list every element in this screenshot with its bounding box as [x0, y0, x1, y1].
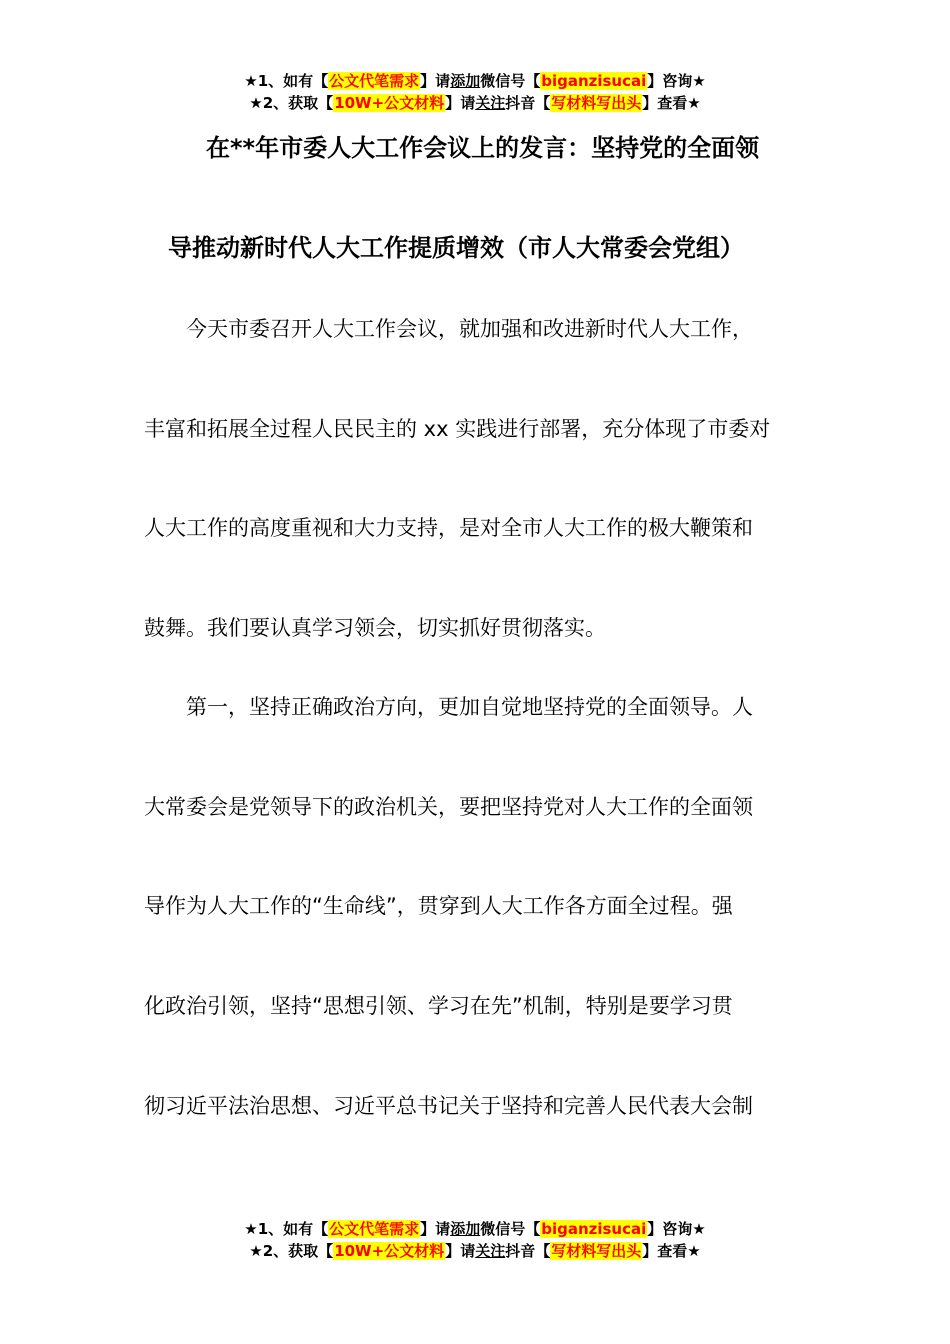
body-line: 丰富和拓展全过程人民民主的 xx 实践进行部署，充分体现了市委对	[144, 417, 771, 441]
footer-highlight-materials: 10W+公文材料	[334, 1242, 445, 1260]
document-title-line-2: 导推动新时代人大工作提质增效（市人大常委会党组）	[168, 234, 744, 262]
body-line: 今天市委召开人大工作会议，就加强和改进新时代人大工作，	[144, 317, 753, 341]
body-line: 彻习近平法治思想、习近平总书记关于坚持和完善人民代表大会制	[144, 1094, 753, 1118]
header-promo	[0, 70, 950, 114]
header-highlight-wechat-id: biganzisucai	[541, 72, 647, 90]
header-promo-line-2: ★2、获取【10W+公文材料】请关注抖音【写材料写出头】查看★	[249, 94, 701, 112]
footer-promo-line-2: ★2、获取【10W+公文材料】请关注抖音【写材料写出头】查看★	[249, 1242, 701, 1260]
footer-promo-line-1: ★1、如有【公文代笔需求】请添加微信号【biganzisucai】咨询★	[244, 1220, 706, 1238]
header-highlight-douyin: 写材料写出头	[551, 94, 642, 112]
body-line: 第一，坚持正确政治方向，更加自觉地坚持党的全面领导。人	[144, 695, 753, 719]
footer-promo	[0, 1218, 950, 1262]
body-line: 人大工作的高度重视和大力支持，是对全市人大工作的极大鞭策和	[144, 516, 753, 540]
body-line: 导作为人大工作的“生命线”，贯穿到人大工作各方面全过程。强	[144, 894, 733, 918]
header-highlight-service: 公文代笔需求	[329, 72, 420, 90]
footer-highlight-douyin: 写材料写出头	[551, 1242, 642, 1260]
body-line: 鼓舞。我们要认真学习领会，切实抓好贯彻落实。	[144, 616, 606, 640]
body-line: 大常委会是党领导下的政治机关，要把坚持党对人大工作的全面领	[144, 795, 753, 819]
footer-highlight-wechat-id: biganzisucai	[541, 1220, 647, 1238]
header-highlight-materials: 10W+公文材料	[334, 94, 445, 112]
footer-highlight-service: 公文代笔需求	[329, 1220, 420, 1238]
header-promo-line-1: ★1、如有【公文代笔需求】请添加微信号【biganzisucai】咨询★	[244, 72, 706, 90]
body-line: 化政治引领，坚持“思想引领、学习在先”机制，特别是要学习贯	[144, 994, 733, 1018]
document-title-line-1: 在**年市委人大工作会议上的发言：坚持党的全面领	[206, 134, 760, 162]
